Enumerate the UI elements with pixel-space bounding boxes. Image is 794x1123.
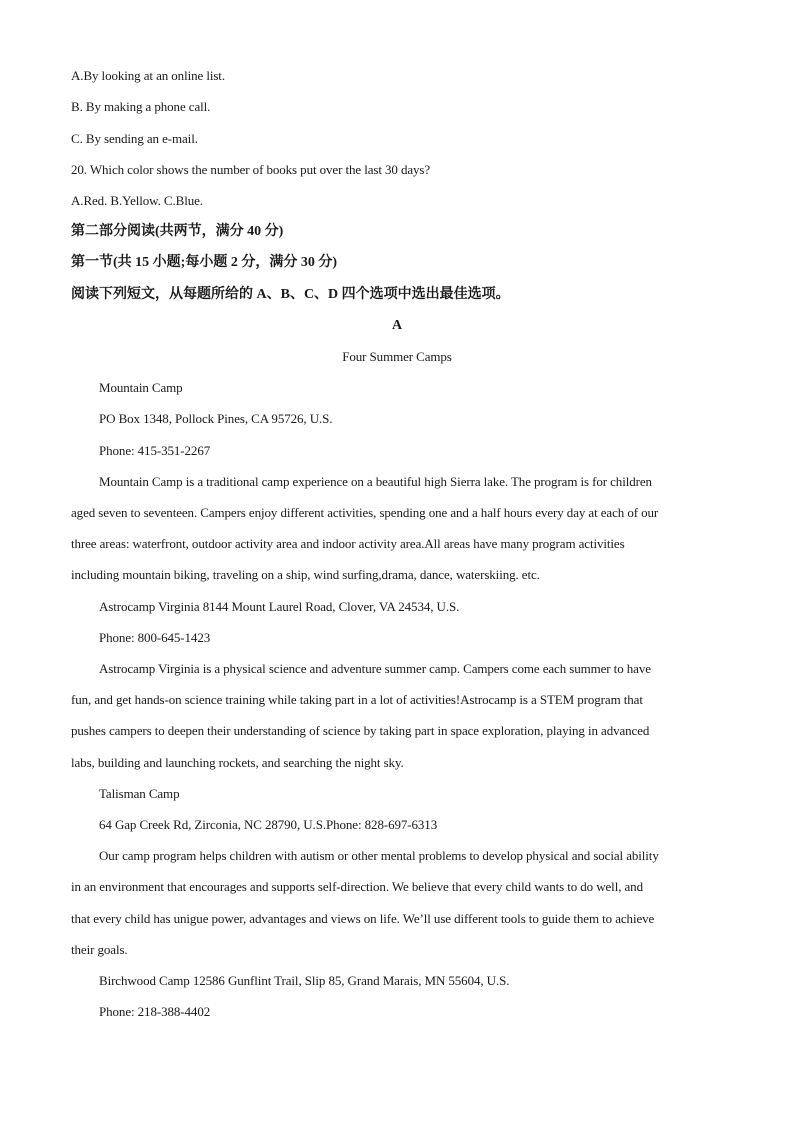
subsection-heading: 第一节(共 15 小题;每小题 2 分，满分 30 分) xyxy=(71,255,337,270)
paragraph-line: including mountain biking, traveling on a ship, wind surfing,drama, dance, waterskiing. etc. xyxy=(71,567,540,582)
q20-stem: 20. Which color shows the number of books put over the last 30 days? xyxy=(71,162,431,177)
paragraph-line: labs, building and launching rockets, and searching the night sky. xyxy=(71,755,404,770)
q19-option-c: C. By sending an e-mail. xyxy=(71,131,198,146)
paragraph-line: in an environment that encourages and supports self-direction. We believe that every child wants to do well, and xyxy=(71,879,643,894)
camp-phone-mountain: Phone: 415-351-2267 xyxy=(99,443,211,458)
camp-name-mountain: Mountain Camp xyxy=(99,380,183,395)
paragraph-line: aged seven to seventeen. Campers enjoy different activities, spending one and a half hours every day at each of our xyxy=(71,505,659,520)
camp-phone-astrocamp: Phone: 800-645-1423 xyxy=(99,630,211,645)
camp-address-birchwood: Birchwood Camp 12586 Gunflint Trail, Slip 85, Grand Marais, MN 55604, U.S. xyxy=(99,973,510,988)
part-heading: 第二部分阅读(共两节，满分 40 分) xyxy=(71,224,284,239)
camp-name-talisman: Talisman Camp xyxy=(99,786,180,801)
camp-address-mountain: PO Box 1348, Pollock Pines, CA 95726, U.S. xyxy=(99,411,333,426)
camp-address-talisman: 64 Gap Creek Rd, Zirconia, NC 28790, U.S.Phone: 828-697-6313 xyxy=(99,817,438,832)
q19-option-b: B. By making a phone call. xyxy=(71,99,211,114)
q19-option-a: A.By looking at an online list. xyxy=(71,68,225,83)
q20-options: A.Red. B.Yellow. C.Blue. xyxy=(71,193,203,208)
paragraph-line: Our camp program helps children with autism or other mental problems to develop physical and social ability xyxy=(99,848,659,863)
paragraph-line: fun, and get hands-on science training while taking part in a lot of activities!Astrocamp is a STEM program that xyxy=(71,692,643,707)
paragraph-line: pushes campers to deepen their understanding of science by taking part in space exploration, playing in advanced xyxy=(71,723,650,738)
paragraph-line: that every child has unigue power, advantages and views on life. We’ll use different tools to guide them to achieve xyxy=(71,911,655,926)
paragraph-line: Mountain Camp is a traditional camp experience on a beautiful high Sierra lake. The program is for children xyxy=(99,474,652,489)
instruction: 阅读下列短文，从每题所给的 A、B、C、D 四个选项中选出最佳选项。 xyxy=(71,287,510,302)
passage-title: Four Summer Camps xyxy=(342,349,452,364)
paragraph-line: their goals. xyxy=(71,942,128,957)
camp-address-astrocamp: Astrocamp Virginia 8144 Mount Laurel Road, Clover, VA 24534, U.S. xyxy=(99,599,460,614)
camp-phone-birchwood: Phone: 218-388-4402 xyxy=(99,1004,211,1019)
passage-letter: A xyxy=(391,318,403,333)
paragraph-line: Astrocamp Virginia is a physical science and adventure summer camp. Campers come each summer to have xyxy=(99,661,651,676)
paragraph-line: three areas: waterfront, outdoor activity area and indoor activity area.All areas have many program activities xyxy=(71,536,625,551)
